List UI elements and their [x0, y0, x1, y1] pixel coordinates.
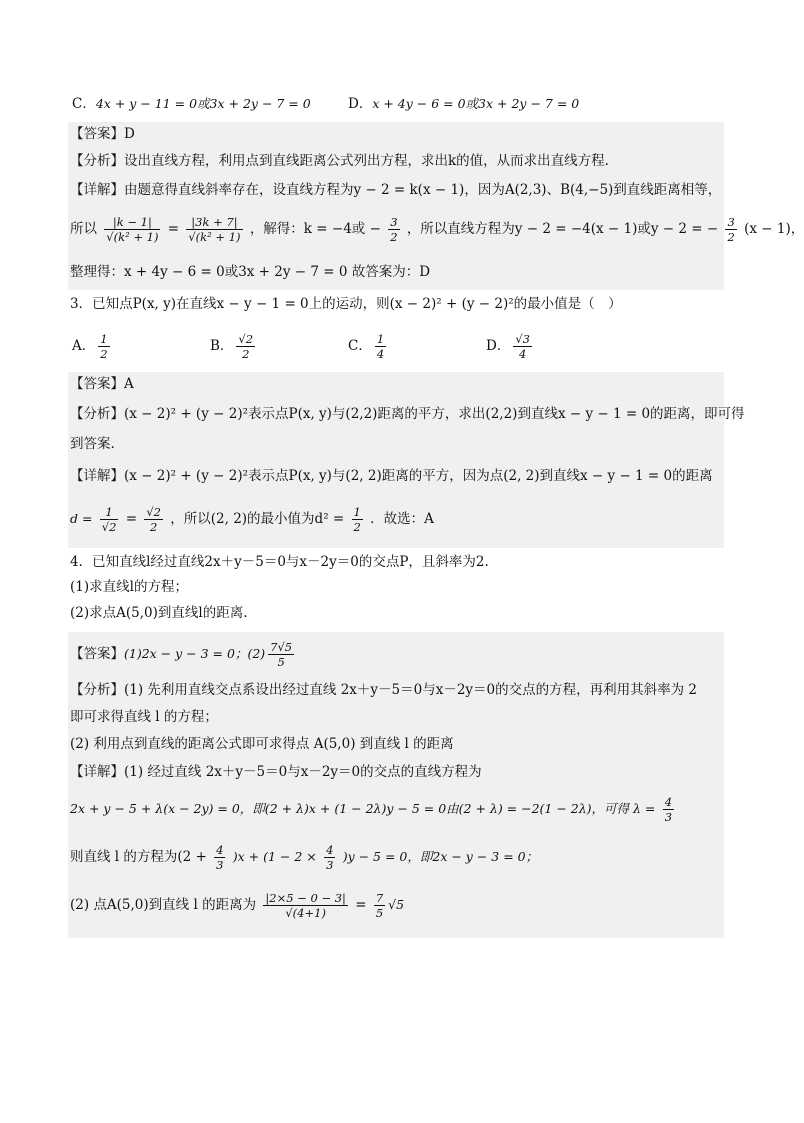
q4-detail-1: [70, 762, 482, 782]
frac-num: |2×5 − 0 − 3|: [265, 891, 346, 905]
frac-num: 1: [376, 332, 385, 346]
option-c-text: 4x + y − 11 = 0或3x + 2y − 7 = 0: [95, 96, 311, 111]
fraction-min: [352, 505, 363, 534]
frac-den: 3: [664, 810, 673, 824]
q2-answer: [70, 124, 135, 144]
analysis-text: 到答案.: [70, 436, 115, 452]
detail-tag: 【详解】: [70, 182, 124, 198]
detail-text: 2x + y − 5 + λ(x − 2y) = 0，即(2 + λ)x + (1 − 2λ)y − 5 = 0由(2 + λ) = −2(1 − 2λ)，可得 λ =: [70, 801, 656, 816]
option-c: [72, 94, 311, 114]
fraction-2: [186, 215, 242, 244]
q3-option-b: [210, 328, 258, 364]
option-fraction: [375, 332, 386, 361]
question-text: 4．已知直线l经过直线2x＋y－5＝0与x－2y＝0的交点P，且斜率为2.: [70, 554, 489, 570]
option-c-label: C．: [72, 96, 96, 112]
detail-text: 则直线 l 的方程为(2 +: [70, 849, 207, 865]
frac-num: 1: [100, 505, 119, 520]
answer-value: A: [124, 376, 134, 392]
answer-tag: 【答案】: [70, 646, 124, 662]
q4-answer: [70, 634, 297, 674]
part-text: (1)求直线l的方程；: [70, 579, 188, 595]
q4-part-1: [70, 577, 188, 597]
frac-num: 3: [390, 215, 398, 229]
frac-num: √2: [238, 332, 254, 346]
option-label: C．: [348, 338, 372, 354]
q2-detail-line-3: [70, 262, 430, 282]
q4-analysis-2: [70, 707, 218, 727]
distance-fraction: [263, 891, 348, 920]
frac-num: 4: [216, 843, 224, 857]
option-d-label: D．: [348, 96, 373, 112]
sqrt-text: √5: [388, 897, 405, 912]
frac-num: 1: [100, 332, 108, 346]
detail-text: 整理得：x + 4y − 6 = 0或3x + 2y − 7 = 0 故答案为：D: [70, 264, 431, 280]
frac-den: 2: [390, 230, 398, 244]
frac-den: 2: [100, 347, 108, 361]
detail-tag: 【详解】: [70, 764, 124, 780]
part-text: (2)求点A(5,0)到直线l的距离.: [70, 605, 248, 621]
q3-option-d: [486, 328, 535, 364]
l2-fraction: [324, 843, 335, 872]
answer-fraction: [268, 640, 294, 669]
q3-answer: [70, 374, 134, 394]
text-d: d =: [70, 511, 93, 526]
fraction-3: [388, 215, 399, 244]
frac-num: 7: [375, 891, 384, 905]
analysis-tag: 【分析】: [70, 153, 124, 169]
q3-analysis-2: [70, 434, 115, 454]
result-fraction: [374, 891, 385, 920]
frac-den: 3: [216, 858, 224, 872]
option-label: D．: [486, 338, 511, 354]
frac-den: 2: [353, 520, 361, 534]
analysis-text: 设出直线方程，利用点到直线距离公式列出方程，求出k的值，从而求出直线方程.: [124, 153, 609, 169]
detail-text: 由题意得直线斜率存在，设直线方程为y − 2 = k(x − 1)，因为A(2,3)、B(4,−5)到直线距离相等，: [124, 182, 722, 198]
q2-detail-line-1: [70, 180, 721, 200]
q3-stem: [70, 294, 622, 314]
q4-analysis-1: [70, 680, 697, 700]
fraction-4: [725, 215, 736, 244]
q3-option-c: [348, 328, 389, 364]
frac-num: |k − 1|: [104, 215, 160, 230]
q4-analysis-3: [70, 734, 454, 754]
analysis-text: (2) 利用点到直线的距离公式即可求得点 A(5,0) 到直线 l 的距离: [70, 736, 454, 752]
analysis-text: (1) 先利用直线交点系设出经过直线 2x＋y－5＝0与x－2y＝0的交点的方程，再利用其斜率为 2: [124, 682, 698, 698]
frac-den: √2: [101, 520, 117, 534]
detail-tag: 【详解】: [70, 468, 124, 484]
text-line-eq: ，所以直线方程为y − 2 = −4(x − 1)或y − 2 = −: [406, 221, 719, 237]
frac-num: |3k + 7|: [186, 215, 242, 230]
q4-detail-2: [70, 790, 677, 828]
q3-detail-1: [70, 466, 713, 486]
q2-analysis: [70, 151, 609, 171]
frac-num: 1: [353, 505, 361, 519]
frac-den: √(4+1): [285, 906, 326, 920]
option-d-text: x + 4y − 6 = 0或3x + 2y − 7 = 0: [372, 96, 580, 111]
answer-tag: 【答案】: [70, 376, 124, 392]
option-fraction: [98, 332, 109, 361]
q3-analysis-1: [70, 404, 745, 424]
frac-den: 2: [727, 230, 735, 244]
lambda-fraction: [663, 795, 674, 824]
l1-fraction: [214, 843, 225, 872]
answer-value: D: [124, 126, 135, 142]
frac-den: 3: [326, 858, 334, 872]
equals: =: [167, 221, 180, 237]
frac-num: √2: [146, 505, 161, 519]
frac-den: √(k² + 1): [106, 230, 159, 244]
analysis-text: 即可求得直线 l 的方程；: [70, 709, 218, 725]
fraction-1: [104, 215, 160, 244]
frac-den: 5: [375, 906, 384, 920]
frac-den: 4: [518, 347, 527, 361]
frac-den: 4: [376, 347, 385, 361]
frac-num: √3: [515, 332, 530, 346]
text-choose: ．故选：A: [370, 511, 434, 527]
text-solve: ，解得：k = −4或 −: [249, 221, 381, 237]
detail-text: )y − 5 = 0，即2x − y − 3 = 0；: [342, 849, 539, 864]
q4-detail-4: [70, 886, 404, 924]
frac-num: 3: [727, 215, 735, 229]
q2-detail-line-2: [70, 212, 804, 246]
frac-den: 2: [149, 520, 158, 534]
analysis-tag: 【分析】: [70, 682, 124, 698]
q4-stem: [70, 552, 489, 572]
frac-den: 5: [277, 655, 285, 669]
question-text: 3．已知点P(x, y)在直线x − y − 1 = 0上的运动，则(x − 2)² + (y − 2)²的最小值是（ ）: [70, 296, 622, 312]
option-label: A．: [72, 338, 96, 354]
detail-text: (1) 经过直线 2x＋y－5＝0与x－2y＝0的交点的直线方程为: [124, 764, 482, 780]
q3-detail-2: [70, 500, 434, 538]
frac-num: 4: [326, 843, 334, 857]
detail-text: (x − 2)² + (y − 2)²表示点P(x, y)与(2, 2)距离的平方，因为点(2, 2)到直线x − y − 1 = 0的距离: [124, 468, 713, 484]
text-so: 所以: [70, 221, 97, 237]
fraction-d2: [144, 505, 163, 534]
frac-num: 7√5: [270, 640, 293, 654]
q4-part-2: [70, 603, 247, 623]
analysis-text: (x − 2)² + (y − 2)²表示点P(x, y)与(2,2)距离的平方，求出(2,2)到直线x − y − 1 = 0的距离，即可得: [124, 406, 745, 422]
equals: =: [125, 511, 138, 527]
answer-value: (1)2x − y − 3 = 0；(2): [124, 646, 266, 661]
frac-den: 2: [242, 347, 250, 361]
option-fraction: [513, 332, 532, 361]
text-min: ，所以(2, 2)的最小值为d² =: [170, 511, 345, 527]
detail-text: )x + (1 − 2 ×: [232, 849, 317, 864]
detail-text: (2) 点A(5,0)到直线 l 的距离为: [70, 897, 257, 913]
fraction-d: [100, 505, 119, 534]
option-fraction: [236, 332, 255, 361]
equals: =: [355, 897, 367, 913]
frac-den: √(k² + 1): [188, 230, 241, 244]
q3-option-a: [72, 328, 113, 364]
option-d: [348, 94, 579, 114]
q4-detail-3: [70, 838, 538, 876]
answer-tag: 【答案】: [70, 126, 124, 142]
analysis-tag: 【分析】: [70, 406, 124, 422]
text-tail: (x − 1)，: [744, 221, 804, 237]
option-label: B．: [210, 338, 234, 354]
frac-num: 4: [664, 795, 673, 809]
